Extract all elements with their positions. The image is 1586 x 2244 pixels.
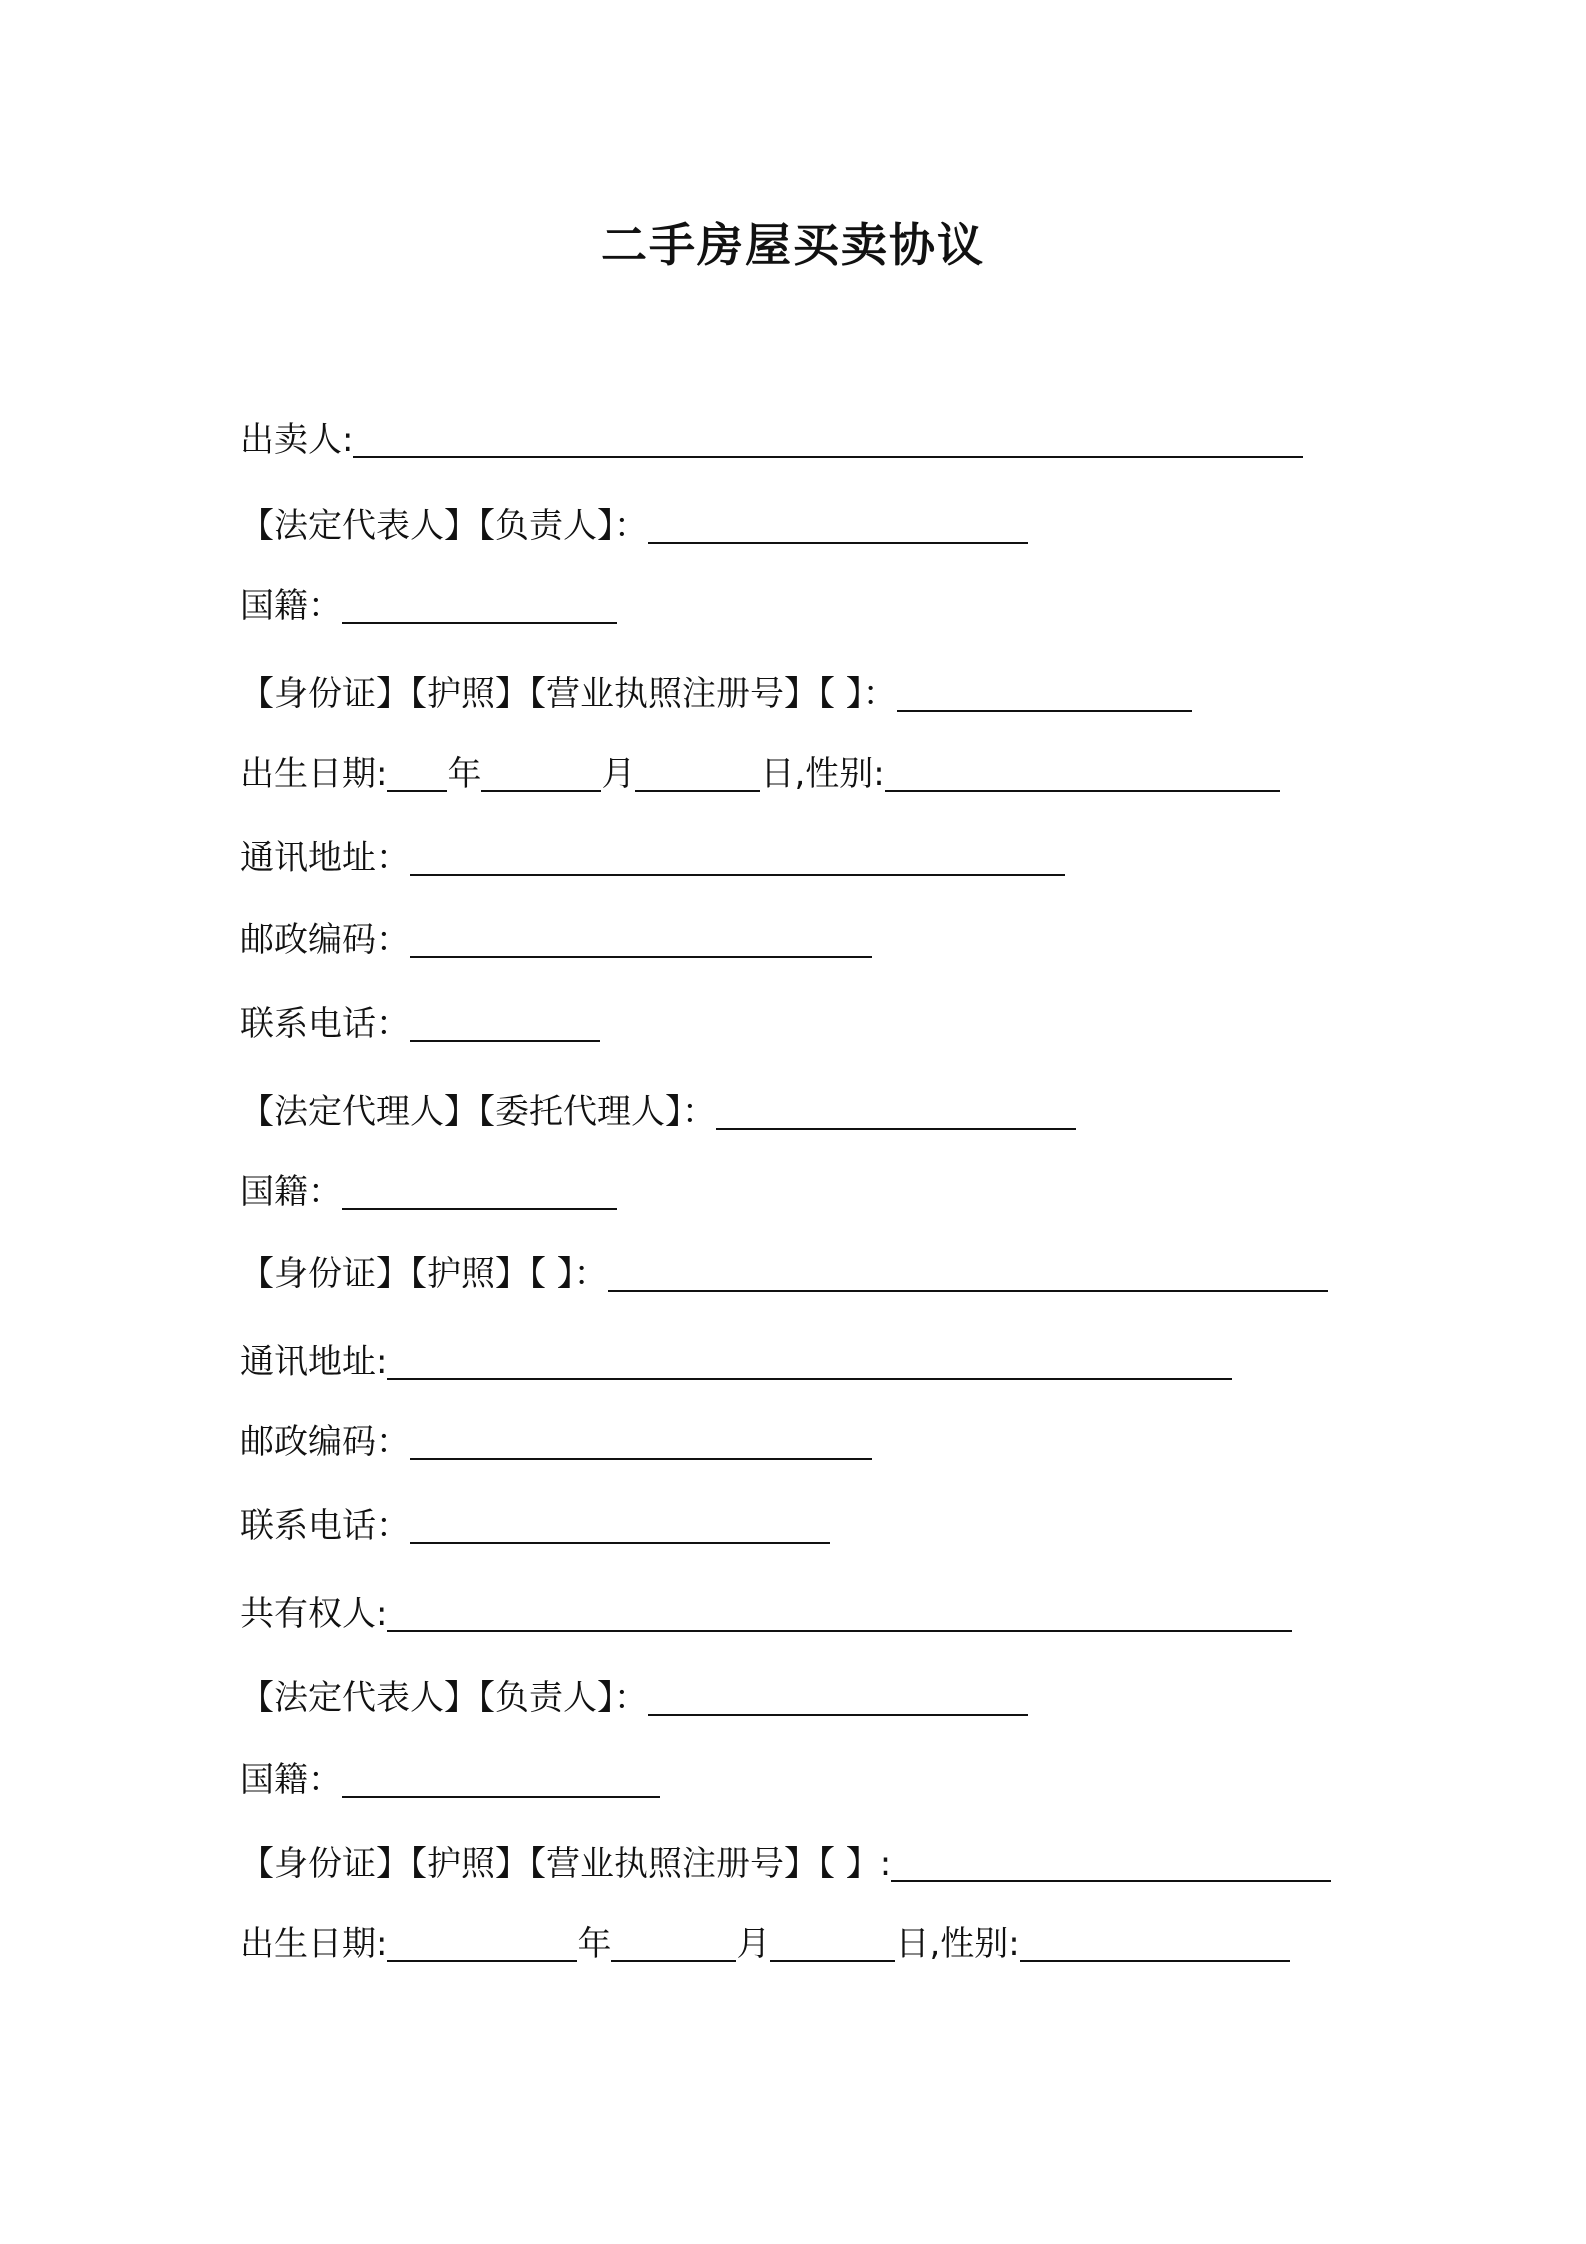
birth-label-2: 出生日期: (240, 1924, 388, 1964)
legal-rep-label-2: 【法定代表人】【负责人】： (240, 1678, 648, 1718)
day-gender-label-1: 日,性别: (760, 754, 885, 794)
postal-line-2 (240, 1414, 872, 1470)
phone-blank-2[interactable] (410, 1502, 830, 1544)
co-owner-blank[interactable] (387, 1590, 1292, 1632)
id-label-1: 【身份证】【护照】【营业执照注册号】【 】： (240, 674, 897, 714)
address-blank-2[interactable] (387, 1338, 1232, 1380)
agent-label: 【法定代理人】【委托代理人】： (240, 1092, 716, 1132)
postal-blank-2[interactable] (410, 1418, 872, 1460)
phone-line-1 (240, 996, 600, 1052)
nationality-label-1: 国籍： (240, 586, 342, 626)
legal-rep-label-1: 【法定代表人】【负责人】： (240, 506, 648, 546)
document-title: 二手房屋买卖协议 (601, 218, 985, 272)
nationality-blank-2[interactable] (342, 1168, 617, 1210)
seller-label: 出卖人: (240, 420, 354, 460)
postal-line-1 (240, 912, 872, 968)
postal-blank-1[interactable] (410, 916, 872, 958)
phone-label-1: 联系电话： (240, 1004, 410, 1044)
nationality-blank-1[interactable] (342, 582, 617, 624)
birth-day-blank-2[interactable] (770, 1920, 895, 1962)
id-blank-2[interactable] (608, 1250, 1328, 1292)
birth-year-blank-1[interactable] (387, 750, 447, 792)
seller-line (240, 412, 1303, 468)
nationality-blank-3[interactable] (342, 1756, 660, 1798)
address-line-2 (240, 1334, 1232, 1390)
id-blank-3[interactable] (891, 1840, 1331, 1882)
year-label-1: 年 (447, 754, 482, 794)
phone-label-2: 联系电话： (240, 1506, 410, 1546)
legal-rep-blank-2[interactable] (648, 1674, 1028, 1716)
address-blank-1[interactable] (410, 834, 1065, 876)
birth-month-blank-1[interactable] (481, 750, 601, 792)
address-label-1: 通讯地址： (240, 838, 410, 878)
phone-blank-1[interactable] (410, 1000, 600, 1042)
legal-rep-line-2 (240, 1670, 1028, 1726)
legal-rep-blank-1[interactable] (648, 502, 1028, 544)
month-label-2: 月 (736, 1924, 771, 1964)
nationality-line-3 (240, 1752, 660, 1808)
id-line-2 (240, 1246, 1328, 1302)
gender-blank-1[interactable] (885, 750, 1280, 792)
phone-line-2 (240, 1498, 830, 1554)
postal-label-1: 邮政编码： (240, 920, 410, 960)
id-label-2: 【身份证】【护照】【 】： (240, 1254, 608, 1294)
address-line-1 (240, 830, 1065, 886)
birth-day-blank-1[interactable] (635, 750, 760, 792)
postal-label-2: 邮政编码： (240, 1422, 410, 1462)
birth-line-1 (240, 746, 1280, 802)
day-gender-label-2: 日,性别: (895, 1924, 1020, 1964)
nationality-line-1 (240, 578, 617, 634)
month-label-1: 月 (601, 754, 636, 794)
birth-year-blank-2[interactable] (387, 1920, 577, 1962)
seller-blank[interactable] (353, 416, 1303, 458)
birth-line-2 (240, 1916, 1290, 1972)
id-line-3 (240, 1836, 1331, 1892)
nationality-line-2 (240, 1164, 617, 1220)
co-owner-label: 共有权人: (240, 1594, 388, 1634)
address-label-2: 通讯地址: (240, 1342, 388, 1382)
id-label-3: 【身份证】【护照】【营业执照注册号】【 】: (240, 1844, 892, 1884)
nationality-label-3: 国籍： (240, 1760, 342, 1800)
agent-blank[interactable] (716, 1088, 1076, 1130)
id-blank-1[interactable] (897, 670, 1192, 712)
co-owner-line (240, 1586, 1292, 1642)
birth-month-blank-2[interactable] (611, 1920, 736, 1962)
year-label-2: 年 (577, 1924, 612, 1964)
agent-line (240, 1084, 1076, 1140)
id-line-1 (240, 666, 1192, 722)
birth-label-1: 出生日期: (240, 754, 388, 794)
gender-blank-2[interactable] (1020, 1920, 1290, 1962)
legal-rep-line-1 (240, 498, 1028, 554)
nationality-label-2: 国籍： (240, 1172, 342, 1212)
